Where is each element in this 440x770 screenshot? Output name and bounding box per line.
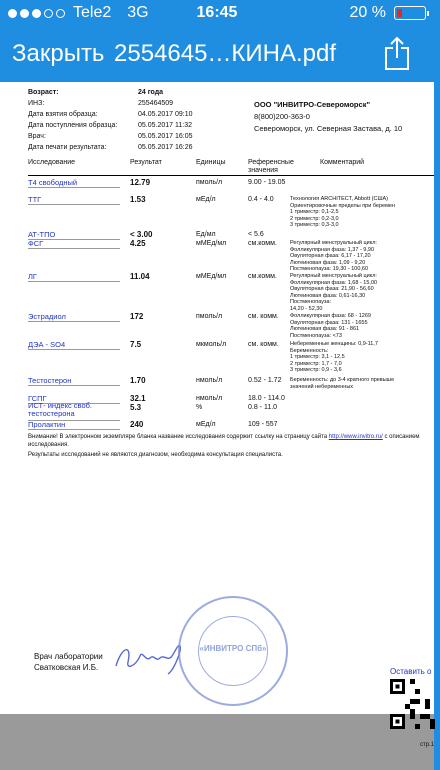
test-name-link[interactable]: ДЭА - SO4 — [28, 340, 66, 349]
attention-note-line2: исследования. — [28, 442, 69, 448]
test-name-link[interactable]: Т4 свободный — [28, 178, 78, 187]
units-value: нмоль/л — [196, 395, 223, 402]
comment-line: Беременность: — [290, 347, 329, 354]
status-bar — [0, 0, 434, 28]
row-underline — [28, 349, 120, 350]
result-value: < 3.00 — [130, 230, 153, 239]
nav-bar — [0, 28, 434, 82]
comment-line: Беременность: до 3-4 кратного превыше — [290, 377, 395, 383]
comment-line: Фолликулярная фаза: 68 - 1269 — [290, 313, 371, 319]
units-value: мМЕд/мл — [196, 240, 227, 247]
comment-line: Лютеиновая фаза: 1,09 - 9,20 — [290, 259, 366, 266]
comment-line: Регулярный менструальный цикл: — [290, 273, 377, 279]
comment-line: Фолликулярная фаза: 1,37 - 9,90 — [290, 246, 375, 253]
result-value: 4.25 — [130, 239, 146, 248]
share-icon[interactable] — [384, 36, 410, 70]
comment-line: 1 триместр: 0,1-2,5 — [290, 209, 339, 216]
test-name-link[interactable]: АТ-ТПО — [28, 230, 56, 239]
attention-suffix: с описанием — [384, 434, 420, 440]
result-value: 11.04 — [130, 272, 150, 281]
doctor-label: Врач: — [28, 133, 46, 140]
comment-line: Ориентировочные пределы при беремен — [290, 202, 395, 209]
result-value: 7.5 — [130, 340, 142, 349]
sample-taken-label: Дата взятия образца: — [28, 111, 98, 118]
comment-line: Небеременные женщины: 0,9-11,7 — [290, 341, 378, 347]
column-header-ref-line1: Референсные — [248, 159, 294, 166]
column-header-comment: Комментарий — [320, 159, 365, 166]
sample-taken-value: 04.05.2017 09:10 — [138, 111, 193, 118]
row-underline — [28, 248, 120, 249]
doctor-name: Сватковская И.Б. — [34, 663, 99, 672]
close-button[interactable]: Закрыть — [12, 40, 105, 67]
column-header-result: Результат — [130, 159, 162, 166]
comment-line: 2 триместр: 0,2-3,0 — [290, 215, 339, 222]
sample-received-value: 05.05.2017 11:32 — [138, 122, 192, 129]
column-header-ref-line2: значения — [248, 167, 278, 174]
comment-line: Постменопауза: 19,30 - 100,60 — [290, 266, 369, 273]
column-header-test: Исследование — [28, 159, 76, 166]
row-underline — [28, 204, 120, 205]
units-value: пмоль/л — [196, 313, 223, 320]
age-value: 24 года — [138, 89, 164, 96]
comment-line: 14,20 - 52,30 — [290, 306, 323, 312]
row-underline — [28, 321, 120, 322]
pdf-page — [0, 82, 435, 748]
comment-line: Постменопауза: <73 — [290, 332, 342, 339]
units-value: Ед/мл — [196, 231, 216, 238]
comment-line: Лютеиновая фаза: 91 - 861 — [290, 326, 360, 333]
age-label: Возраст: — [28, 89, 59, 96]
print-date-value: 05.05.2017 16:26 — [138, 144, 193, 151]
print-date-label: Дата печати результата: — [28, 144, 107, 151]
lab-phone: 8(800)200-363-0 — [254, 112, 310, 121]
column-header-units: Единицы — [196, 159, 226, 166]
battery-icon — [394, 6, 426, 20]
attention-note — [28, 433, 420, 441]
units-value: пмоль/л — [196, 179, 223, 186]
doctor-role: Врач лаборатории — [34, 652, 103, 661]
pdf-viewer[interactable] — [0, 82, 434, 770]
test-name-link[interactable]: ГСПГ — [28, 394, 47, 403]
reference-range: < 5.6 — [248, 231, 264, 238]
test-name-link[interactable]: Тестостерон — [28, 376, 72, 385]
test-name-link[interactable]: ТТГ — [28, 195, 42, 204]
test-name-link[interactable]: Эстрадиол — [28, 312, 66, 321]
test-name-link[interactable]: ЛГ — [28, 272, 37, 281]
comment-line: Постменопауза: — [290, 299, 332, 306]
reference-range: см. комм. — [248, 341, 279, 348]
units-value: мкмоль/л — [196, 341, 227, 348]
reference-range: см.комм. — [248, 240, 277, 247]
reference-range: 109 - 557 — [248, 421, 278, 428]
comment-line: 3 триместр: 0,9 - 3,6 — [290, 367, 342, 374]
result-value: 12.79 — [130, 178, 151, 187]
row-underline — [28, 385, 120, 386]
comment-line: Технология ARCHITECT, Abbott (США) — [290, 196, 389, 202]
units-value: мМЕд/мл — [196, 273, 227, 280]
comment-line: Овуляторная фаза: 21,90 - 56,60 — [290, 286, 374, 293]
lab-address: Североморск, ул. Северная Застава, д. 10 — [254, 124, 403, 133]
comment-line: Овуляторная фаза: 131 - 1655 — [290, 319, 368, 326]
attention-text: Внимание! В электронном экземпляре бланка название исследования содержит ссылку на страницу сайта — [28, 434, 328, 440]
result-value: 1.53 — [130, 195, 146, 204]
units-value: мЕд/л — [196, 421, 216, 428]
result-value: 172 — [130, 312, 144, 321]
row-underline — [28, 429, 120, 430]
row-underline — [28, 281, 120, 282]
comment-line: 2 триместр: 1,7 - 7,0 — [290, 360, 342, 367]
comment-line: 3 триместр: 0,3-3,0 — [290, 222, 339, 229]
result-value: 5.3 — [130, 403, 142, 412]
leave-review-link[interactable]: Оставить о — [390, 667, 432, 676]
test-name-link[interactable]: Пролактин — [28, 420, 66, 429]
units-value: мЕд/л — [196, 196, 216, 203]
reference-range: 18.0 - 114.0 — [248, 395, 285, 402]
test-name-link[interactable]: ФСГ — [28, 239, 44, 248]
comment-line: Лютеиновая фаза: 0,61-16,30 — [290, 292, 366, 299]
comment-line: значений небеременных — [290, 383, 354, 390]
result-value: 240 — [130, 420, 144, 429]
qr-code-icon[interactable] — [390, 679, 440, 729]
page-number: стр.1 — [420, 742, 435, 748]
sample-received-label: Дата поступления образца: — [28, 122, 118, 129]
disclaimer-note: Результаты исследований не являются диагнозом, необходима консультация специалиста. — [28, 452, 283, 458]
units-value: % — [196, 404, 203, 411]
status-time: 16:45 — [196, 4, 238, 21]
reference-range: 0.52 - 1.72 — [248, 377, 282, 384]
table-header-divider — [28, 175, 434, 176]
comment-line: Регулярный менструальный цикл: — [290, 240, 377, 246]
reference-range: см.комм. — [248, 273, 277, 280]
lab-name: ООО "ИНВИТРО-Североморск" — [254, 100, 370, 109]
inz-label: ИНЗ: — [28, 100, 45, 107]
comment-line: 1 триместр: 3,1 - 12,5 — [290, 354, 345, 361]
result-value: 32.1 — [130, 394, 146, 403]
network-type: 3G — [127, 4, 149, 21]
document-title: 2554645…КИНА.pdf — [114, 40, 337, 67]
row-underline — [28, 187, 120, 188]
reference-range: 0.4 - 4.0 — [248, 196, 274, 203]
test-name-link[interactable]: ИСТ- индекс своб. тестостерона — [28, 401, 92, 418]
comment-line: Овуляторная фаза: 6,17 - 17,20 — [290, 253, 371, 260]
reference-range: 0.8 - 11.0 — [248, 404, 278, 411]
units-value: нмоль/л — [196, 377, 223, 384]
battery-percent: 20 % — [349, 4, 386, 21]
result-value: 1.70 — [130, 376, 146, 385]
lab-stamp: «ИНВИТРО СПб» — [178, 596, 288, 706]
inz-value: 255464509 — [138, 100, 174, 107]
invitro-link[interactable]: http://www.invitro.ru/ — [328, 434, 383, 440]
comment-line: Фолликулярная фаза: 1,68 - 15,00 — [290, 279, 378, 286]
doctor-value: 05.05.2017 16:05 — [138, 133, 193, 140]
reference-range: см. комм. — [248, 313, 279, 320]
reference-range: 9.00 - 19.05 — [248, 179, 286, 186]
carrier-name: Tele2 — [73, 4, 112, 21]
